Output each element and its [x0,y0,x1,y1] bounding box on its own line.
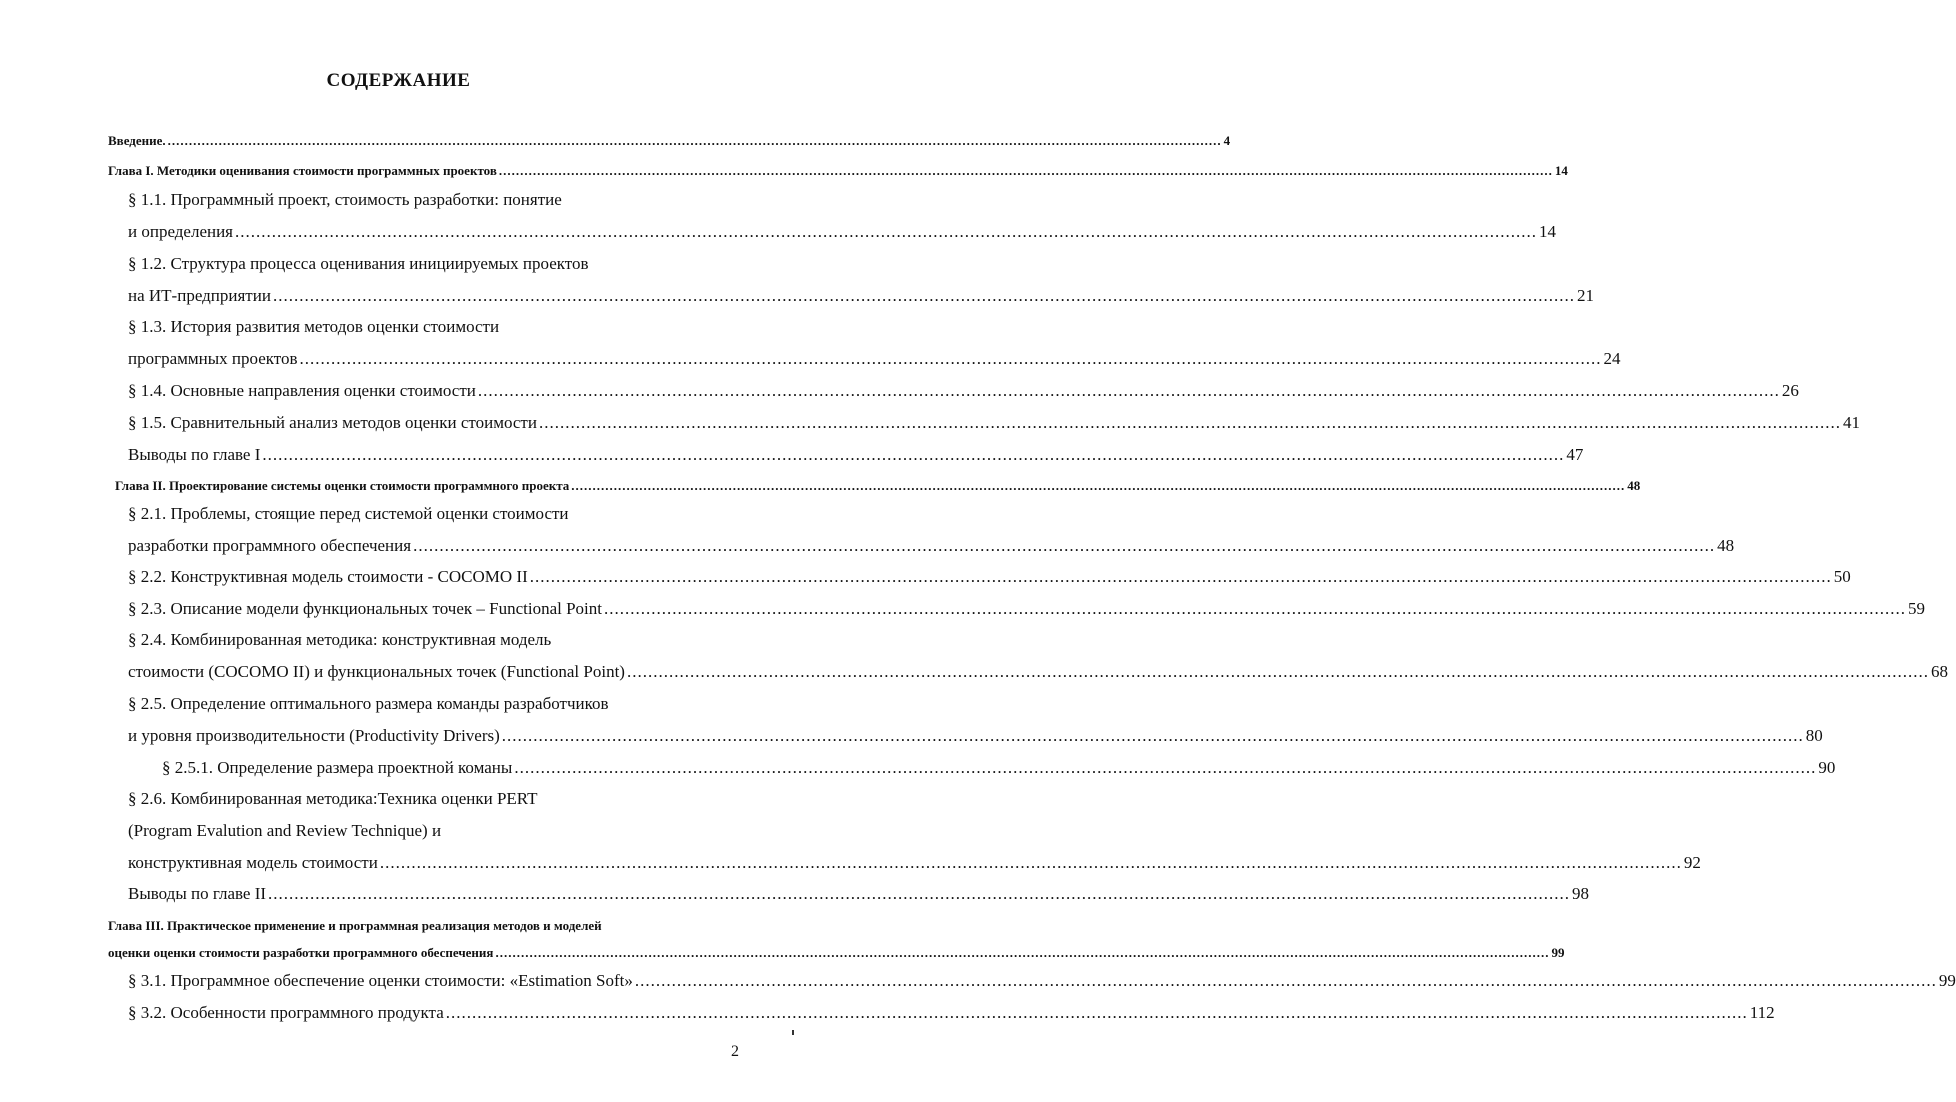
toc-entry-text: Глава I. Методики оценивания стоимости программных проектов [108,163,497,178]
toc-entry-intro [108,133,1231,149]
toc-page-number: 98 [1572,884,1590,903]
toc-entry-1-1-line2 [128,222,1557,242]
toc-entry-1-4 [128,381,1799,401]
toc-entry-1-5 [128,413,1860,433]
toc-entry-3-1 [128,971,1956,991]
toc-entry-text: Выводы по главе II [128,884,267,903]
toc-entry-2-4-line2 [128,662,1948,682]
toc-page-number: 112 [1749,1003,1775,1022]
dot-leader: ........................................................................................................................................................................................................................................................ [634,971,1937,990]
toc-entry-2-6-line3 [128,853,1701,873]
dot-leader: ........................................................................................................................................................................................................................................................ [514,758,1817,777]
toc-page-number: 92 [1683,853,1701,872]
toc-entry-2-4-line1: § 2.4. Комбинированная методика: конструктивная модель [128,630,552,649]
toc-entry-text: оценки оценки стоимости разработки программного обеспечения [108,945,494,960]
toc-entry-text: § 3.1. Программное обеспечение оценки стоимости: «Estimation Soft» [128,971,633,990]
toc-page-number: 48 [1627,478,1641,493]
toc-entry-1-3-line2 [128,349,1621,369]
dot-leader: ........................................................................................................................................................................................................................................................ [495,945,1550,960]
toc-entry-chapter-2 [115,478,1641,494]
toc-page-number: 24 [1603,349,1621,368]
dot-leader: ........................................................................................................................................................................................................................................................ [235,222,1538,241]
toc-entry-2-1-line1: § 2.1. Проблемы, стоящие перед системой оценки стоимости [128,504,569,523]
dot-leader: ........................................................................................................................................................................................................................................................ [167,133,1222,148]
toc-entry-text: Глава II. Проектирование системы оценки стоимости программного проекта [115,478,570,493]
toc-page-number: 59 [1907,599,1925,618]
toc-entry-1-1-line1: § 1.1. Программный проект, стоимость разработки: понятие [128,190,562,209]
toc-entry-2-5-1 [162,758,1836,778]
dot-leader: ........................................................................................................................................................................................................................................................ [379,853,1682,872]
toc-page-number: 4 [1223,133,1231,148]
dot-leader: ........................................................................................................................................................................................................................................................ [626,662,1929,681]
toc-entry-1-2-line1: § 1.2. Структура процесса оценивания инициируемых проектов [128,254,589,273]
toc-entry-2-6-line1: § 2.6. Комбинированная методика:Техника оценки PERT [128,789,538,808]
dot-leader: ........................................................................................................................................................................................................................................................ [262,445,1565,464]
toc-entry-text: конструктивная модель стоимости [128,853,378,872]
dot-leader: ........................................................................................................................................................................................................................................................ [529,567,1832,586]
dot-leader: ........................................................................................................................................................................................................................................................ [498,163,1553,178]
toc-entry-text: Введение. [108,133,166,148]
toc-entry-text: § 2.3. Описание модели функциональных точек – Functional Point [128,599,602,618]
toc-entry-text: на ИТ-предприятии [128,286,271,305]
toc-entry-text: § 1.4. Основные направления оценки стоимости [128,381,476,400]
toc-page-number: 14 [1554,163,1568,178]
dot-leader: ........................................................................................................................................................................................................................................................ [477,381,1780,400]
toc-entry-conclusions-2 [128,884,1590,904]
toc-page-number: 80 [1805,726,1823,745]
toc-entry-2-5-line1: § 2.5. Определение оптимального размера команды разработчиков [128,694,609,713]
dot-leader: ........................................................................................................................................................................................................................................................ [268,884,1571,903]
toc-page-number: 14 [1539,222,1557,241]
toc-entry-3-2 [128,1003,1775,1023]
toc-page-number: 41 [1842,413,1860,432]
toc-page-number: 99 [1938,971,1956,990]
toc-page-number: 21 [1576,286,1594,305]
dot-leader: ........................................................................................................................................................................................................................................................ [299,349,1602,368]
toc-page-number: 68 [1930,662,1948,681]
toc-page-number: 48 [1717,536,1735,555]
toc-entry-text: программных проектов [128,349,298,368]
toc-entry-2-5-line2 [128,726,1823,746]
dot-leader: ........................................................................................................................................................................................................................................................ [603,599,1906,618]
toc-entry-text: Выводы по главе I [128,445,261,464]
toc-entry-text: и уровня производительности (Productivity Drivers) [128,726,500,745]
toc-entry-2-2 [128,567,1851,587]
toc-page-number: 90 [1818,758,1836,777]
toc-entry-2-3 [128,599,1925,619]
toc-entry-text: § 1.5. Сравнительный анализ методов оценки стоимости [128,413,537,432]
dot-leader: ........................................................................................................................................................................................................................................................ [501,726,1804,745]
toc-entry-text: разработки программного обеспечения [128,536,412,555]
toc-entry-text: и определения [128,222,234,241]
dot-leader: ........................................................................................................................................................................................................................................................ [272,286,1575,305]
toc-page-number: 50 [1833,567,1851,586]
toc-title: СОДЕРЖАНИЕ [326,70,471,91]
scan-mark [792,1030,794,1035]
toc-entry-text: § 2.2. Конструктивная модель стоимости - COCOMO II [128,567,528,586]
toc-page-number: 47 [1566,445,1584,464]
toc-entry-2-6-line2: (Program Evalution and Review Technique) и [128,821,442,840]
dot-leader: ........................................................................................................................................................................................................................................................ [538,413,1841,432]
toc-page-number: 26 [1781,381,1799,400]
page-number: 2 [731,1043,739,1060]
toc-entry-chapter-3-line1: Глава III. Практическое применение и программная реализация методов и моделей [108,918,602,933]
toc-entry-2-1-line2 [128,536,1735,556]
toc-entry-text: § 3.2. Особенности программного продукта [128,1003,444,1022]
toc-page-number: 99 [1551,945,1565,960]
toc-entry-conclusions-1 [128,445,1584,465]
dot-leader: ........................................................................................................................................................................................................................................................ [413,536,1716,555]
toc-entry-1-2-line2 [128,286,1594,306]
toc-entry-text: стоимости (COCOMO II) и функциональных точек (Functional Point) [128,662,625,681]
toc-entry-1-3-line1: § 1.3. История развития методов оценки стоимости [128,317,500,336]
toc-entry-text: § 2.5.1. Определение размера проектной команы [162,758,513,777]
dot-leader: ........................................................................................................................................................................................................................................................ [571,478,1626,493]
toc-entry-chapter-1 [108,163,1568,179]
toc-entry-chapter-3-line2 [108,945,1565,961]
dot-leader: ........................................................................................................................................................................................................................................................ [445,1003,1748,1022]
